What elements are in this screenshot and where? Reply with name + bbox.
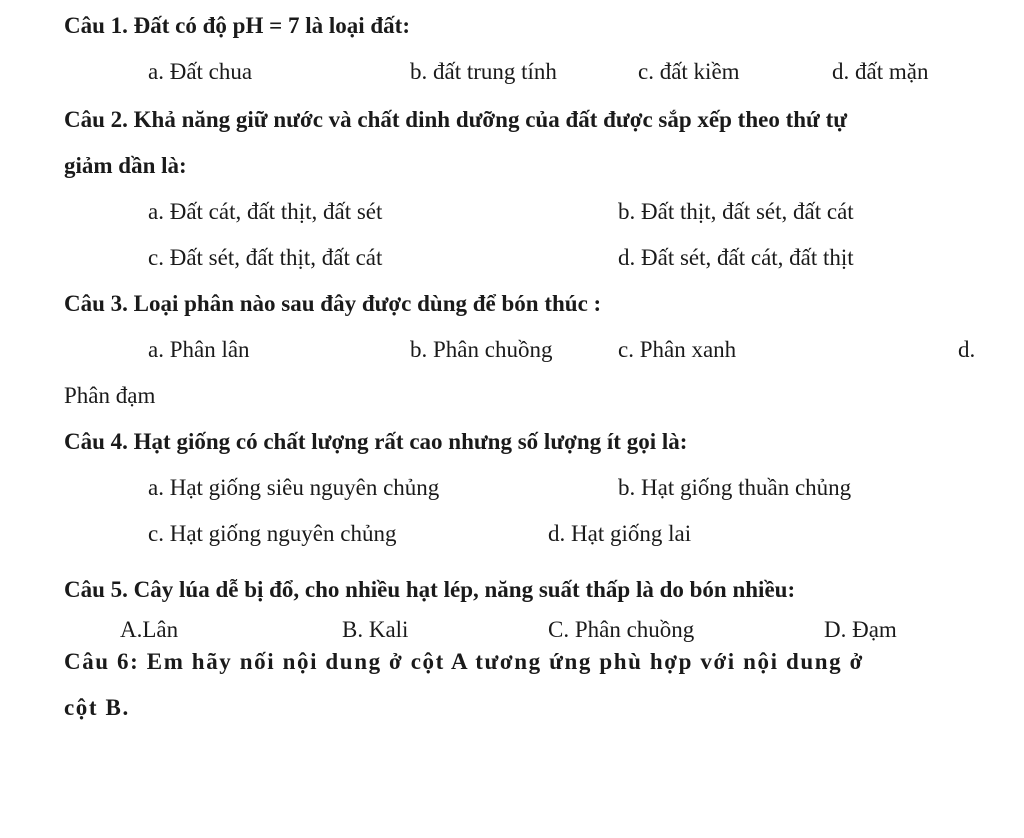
q1-option-c: c. đất kiềm: [638, 59, 740, 84]
q5-option-b: B. Kali: [342, 617, 409, 642]
question-3: Câu 3. Loại phân nào sau đây được dùng để bón thúc :: [64, 291, 602, 316]
question-6-line-2: cột B.: [64, 695, 130, 720]
q3-option-c: c. Phân xanh: [618, 337, 737, 362]
q5-option-c: C. Phân chuồng: [548, 617, 695, 642]
q4-option-b: b. Hạt giống thuần chủng: [618, 475, 852, 500]
question-2-line-1: Câu 2. Khả năng giữ nước và chất dinh dưỡng của đất được sắp xếp theo thứ tự: [64, 107, 848, 132]
q2-option-d: d. Đất sét, đất cát, đất thịt: [618, 245, 854, 270]
q5-option-a: A.Lân: [120, 617, 179, 642]
q2-option-a: a. Đất cát, đất thịt, đất sét: [148, 199, 383, 224]
question-2-line-2: giảm dần là:: [64, 153, 187, 178]
question-1: Câu 1. Đất có độ pH = 7 là loại đất:: [64, 13, 410, 38]
q3-option-d-text: Phân đạm: [64, 383, 156, 408]
q4-option-d: d. Hạt giống lai: [548, 521, 692, 546]
q1-option-a: a. Đất chua: [148, 59, 253, 84]
q3-option-b: b. Phân chuồng: [410, 337, 553, 362]
question-4: Câu 4. Hạt giống có chất lượng rất cao nhưng số lượng ít gọi là:: [64, 429, 688, 454]
q3-option-a: a. Phân lân: [148, 337, 250, 362]
q2-option-c: c. Đất sét, đất thịt, đất cát: [148, 245, 383, 270]
question-6-line-1: Câu 6: Em hãy nối nội dung ở cột A tương ứng phù hợp với nội dung ở: [64, 649, 864, 674]
q1-option-d: d. đất mặn: [832, 59, 929, 84]
q3-option-d-label: d.: [958, 337, 976, 362]
q2-option-b: b. Đất thịt, đất sét, đất cát: [618, 199, 854, 224]
q5-option-d: D. Đạm: [824, 617, 897, 642]
question-5: Câu 5. Cây lúa dễ bị đổ, cho nhiều hạt lép, năng suất thấp là do bón nhiều:: [64, 577, 796, 602]
q1-option-b: b. đất trung tính: [410, 59, 557, 84]
q4-option-a: a. Hạt giống siêu nguyên chủng: [148, 475, 440, 500]
q4-option-c: c. Hạt giống nguyên chủng: [148, 521, 397, 546]
